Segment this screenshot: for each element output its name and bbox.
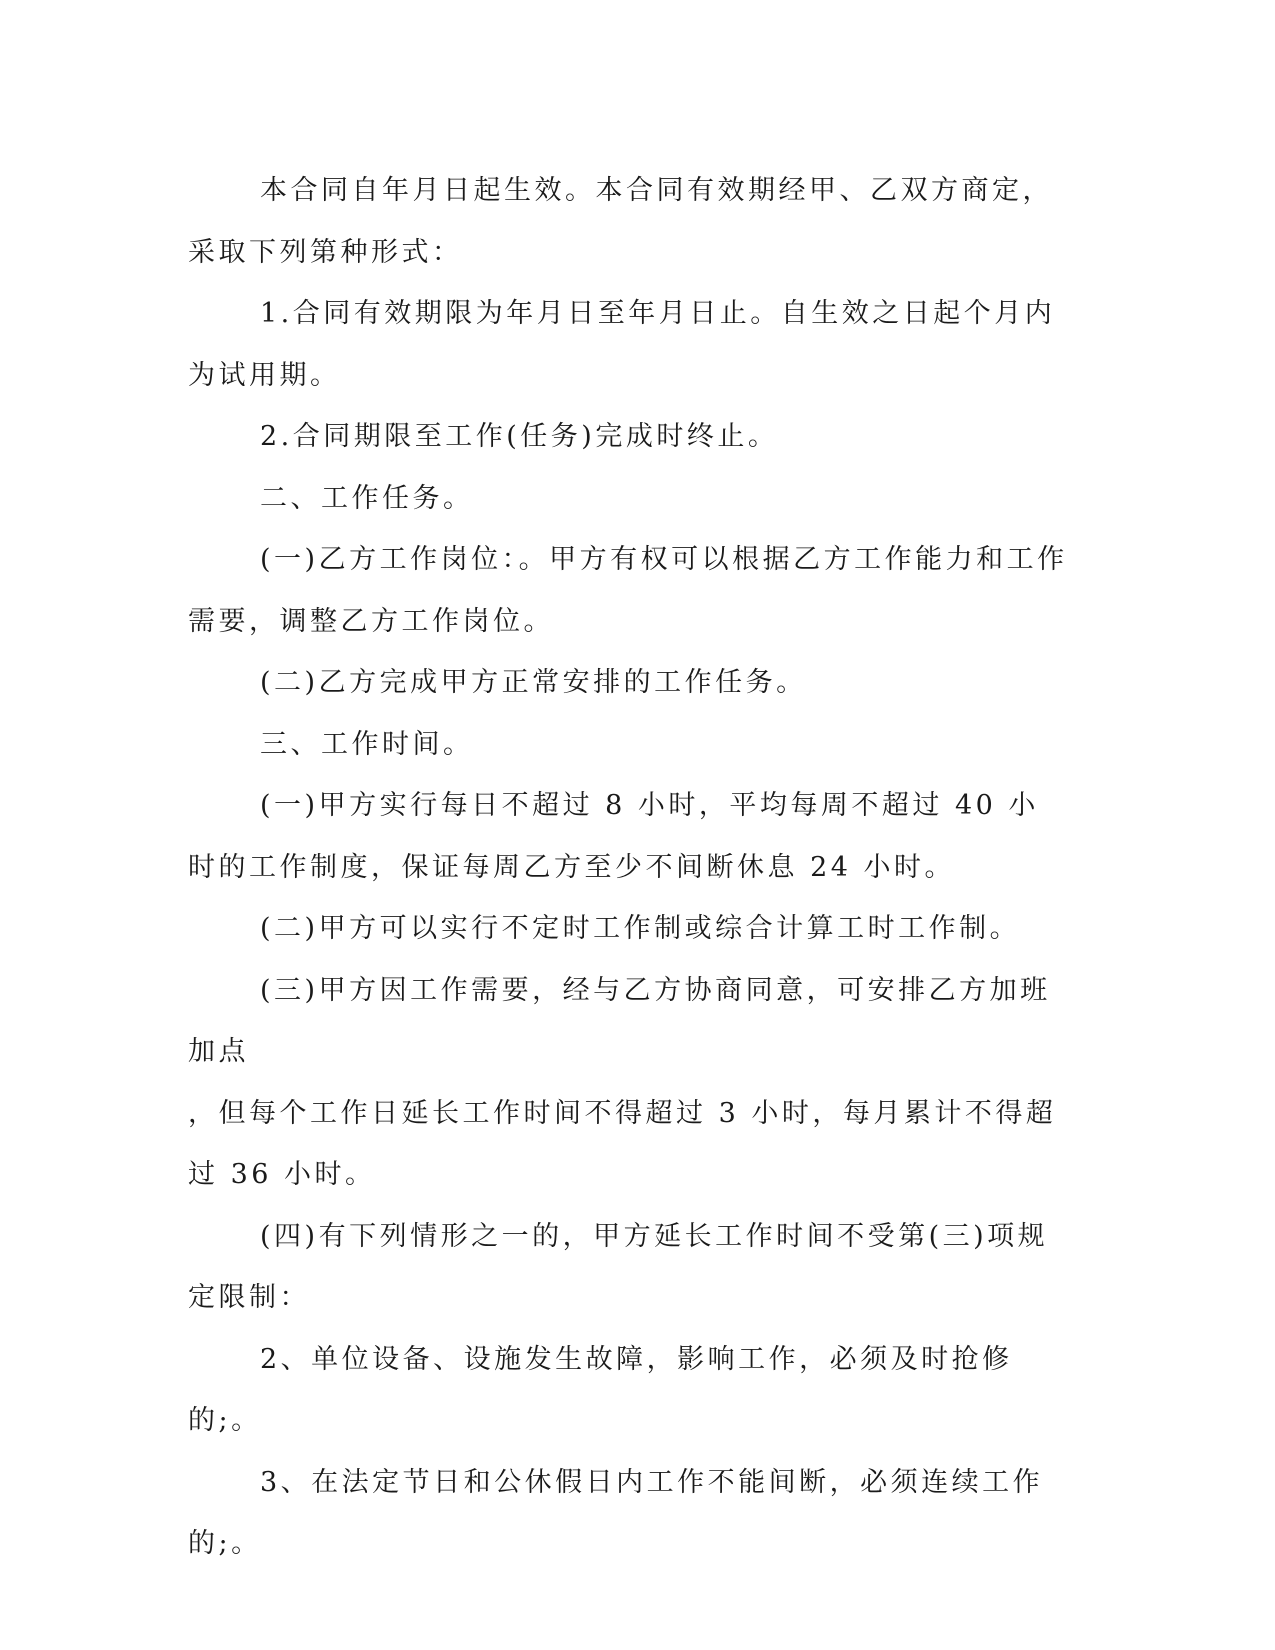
section-heading-work-tasks: 二、工作任务。 <box>260 482 474 514</box>
paragraph-hours-3: (三)甲方因工作需要，经与乙方协商同意，可安排乙方加班加点 <box>188 974 1051 1067</box>
paragraph-term-1: 1.合同有效期限为年月日至年月日止。自生效之日起个月内为试用期。 <box>188 298 1056 391</box>
paragraph-term-2: 2.合同期限至工作(任务)完成时终止。 <box>260 421 779 452</box>
paragraph-task-completion: (二)乙方完成甲方正常安排的工作任务。 <box>260 667 807 698</box>
paragraph-job-position: (一)乙方工作岗位：。甲方有权可以根据乙方工作能力和工作需要，调整乙方工作岗位。 <box>188 544 1068 637</box>
paragraph-effective-date: 本合同自年月日起生效。本合同有效期经甲、乙双方商定，采取下列第种形式： <box>188 175 1053 268</box>
paragraph-hours-4: (四)有下列情形之一的，甲方延长工作时间不受第(三)项规定限制： <box>188 1220 1049 1313</box>
list-item-holiday-work: 3、在法定节日和公休假日内工作不能间断，必须连续工作的;。 <box>188 1466 1044 1559</box>
paragraph-hours-1: (一)甲方实行每日不超过 8 小时，平均每周不超过 40 小时的工作制度，保证每周乙方至少不间断休息 24 小时。 <box>188 790 1039 883</box>
list-item-equipment-failure: 2、单位设备、设施发生故障，影响工作，必须及时抢修的;。 <box>188 1343 1013 1436</box>
document-body <box>188 160 1068 1575</box>
section-heading-work-hours: 三、工作时间。 <box>260 728 474 760</box>
paragraph-hours-3-continued: ，但每个工作日延长工作时间不得超过 3 小时，每月累计不得超过 36 小时。 <box>188 1097 1057 1190</box>
paragraph-hours-2: (二)甲方可以实行不定时工作制或综合计算工时工作制。 <box>260 913 1021 944</box>
